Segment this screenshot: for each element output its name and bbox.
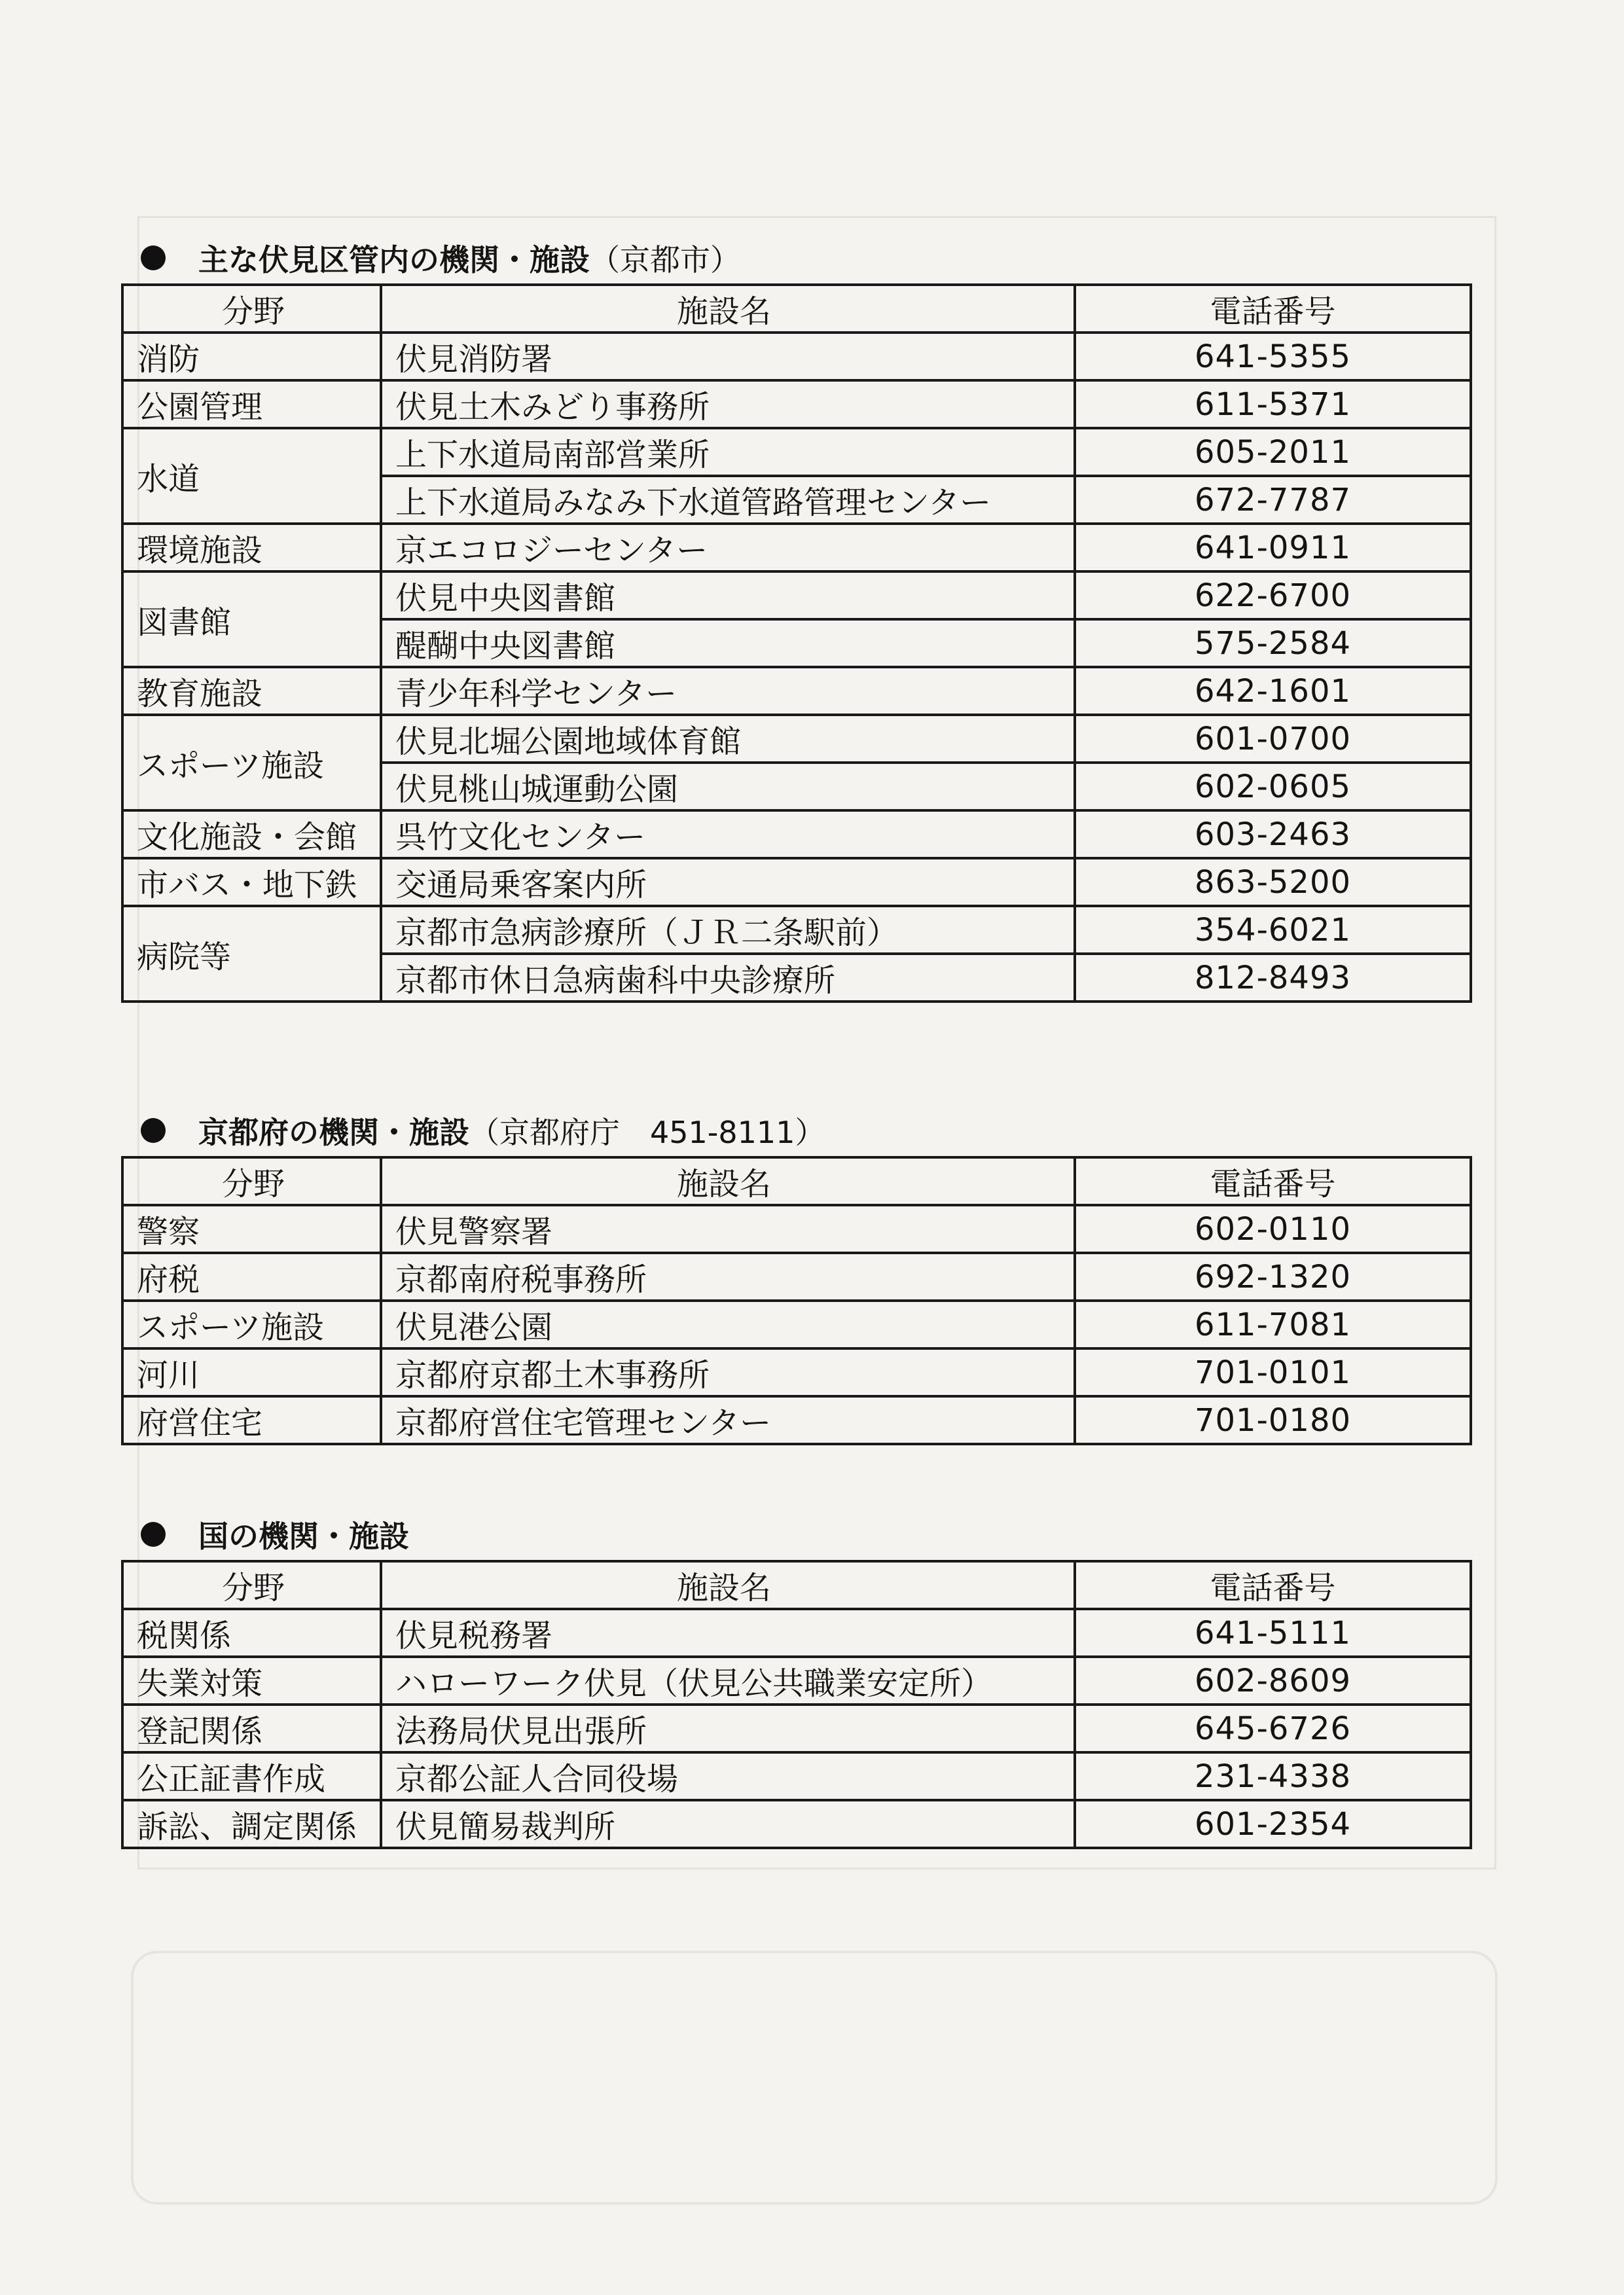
column-header-category: 分野 bbox=[122, 1561, 381, 1609]
table-row bbox=[122, 1609, 1471, 1657]
table-row bbox=[122, 1396, 1471, 1444]
table-row bbox=[122, 1253, 1471, 1301]
table-row bbox=[122, 571, 1471, 619]
column-header-category: 分野 bbox=[122, 1157, 381, 1205]
show-through-box bbox=[131, 1951, 1498, 2205]
facility-name: 上下水道局南部営業所 bbox=[381, 428, 1075, 476]
header-row bbox=[122, 285, 1471, 333]
facility-name: 伏見桃山城運動公園 bbox=[381, 763, 1075, 810]
table-row bbox=[122, 715, 1471, 763]
category-cell: 河川 bbox=[122, 1348, 381, 1396]
column-header-tel: 電話番号 bbox=[1075, 1157, 1471, 1205]
phone-number: 231-4338 bbox=[1075, 1752, 1471, 1800]
table-row bbox=[122, 1800, 1471, 1848]
table-row bbox=[122, 858, 1471, 906]
phone-number: 605-2011 bbox=[1075, 428, 1471, 476]
column-header-facility: 施設名 bbox=[381, 285, 1075, 333]
facility-name: 京エコロジーセンター bbox=[381, 524, 1075, 571]
phone-number: 622-6700 bbox=[1075, 571, 1471, 619]
table-row bbox=[122, 667, 1471, 715]
category-cell: 市バス・地下鉄 bbox=[122, 858, 381, 906]
facility-name: 京都市休日急病歯科中央診療所 bbox=[381, 954, 1075, 1002]
phone-number: 701-0101 bbox=[1075, 1348, 1471, 1396]
category-cell: 公園管理 bbox=[122, 380, 381, 428]
facility-name: 青少年科学センター bbox=[381, 667, 1075, 715]
phone-number: 354-6021 bbox=[1075, 906, 1471, 954]
phone-number: 601-2354 bbox=[1075, 1800, 1471, 1848]
category-cell: 教育施設 bbox=[122, 667, 381, 715]
facility-name: 呉竹文化センター bbox=[381, 810, 1075, 858]
category-cell: 公正証書作成 bbox=[122, 1752, 381, 1800]
phone-number: 602-0605 bbox=[1075, 763, 1471, 810]
section-title: 国の機関・施設 bbox=[198, 1519, 409, 1554]
facility-name: 京都南府税事務所 bbox=[381, 1253, 1075, 1301]
phone-number: 692-1320 bbox=[1075, 1253, 1471, 1301]
column-header-tel: 電話番号 bbox=[1075, 285, 1471, 333]
category-cell: 登記関係 bbox=[122, 1705, 381, 1752]
facility-name: 上下水道局みなみ下水道管路管理センター bbox=[381, 476, 1075, 524]
column-header-tel: 電話番号 bbox=[1075, 1561, 1471, 1609]
phone-number: 575-2584 bbox=[1075, 619, 1471, 667]
category-cell: 図書館 bbox=[122, 571, 381, 667]
category-cell: 消防 bbox=[122, 333, 381, 380]
table-row bbox=[122, 1657, 1471, 1705]
category-cell: 失業対策 bbox=[122, 1657, 381, 1705]
facility-name: 法務局伏見出張所 bbox=[381, 1705, 1075, 1752]
column-header-facility: 施設名 bbox=[381, 1561, 1075, 1609]
section-note: （京都府庁 451-8111） bbox=[469, 1115, 825, 1150]
table-row bbox=[122, 380, 1471, 428]
contact-table bbox=[121, 1156, 1472, 1445]
bullet-icon bbox=[141, 1118, 166, 1143]
facility-name: ハローワーク伏見（伏見公共職業安定所） bbox=[381, 1657, 1075, 1705]
phone-number: 602-8609 bbox=[1075, 1657, 1471, 1705]
facility-name: 伏見中央図書館 bbox=[381, 571, 1075, 619]
category-cell: 環境施設 bbox=[122, 524, 381, 571]
table-row bbox=[122, 524, 1471, 571]
table-row bbox=[122, 1348, 1471, 1396]
category-cell: スポーツ施設 bbox=[122, 1301, 381, 1348]
kyoto-city-section bbox=[121, 232, 1470, 1003]
table-row bbox=[122, 428, 1471, 476]
phone-number: 812-8493 bbox=[1075, 954, 1471, 1002]
phone-number: 642-1601 bbox=[1075, 667, 1471, 715]
phone-number: 645-6726 bbox=[1075, 1705, 1471, 1752]
phone-number: 672-7787 bbox=[1075, 476, 1471, 524]
category-cell: 訴訟、調定関係 bbox=[122, 1800, 381, 1848]
phone-number: 701-0180 bbox=[1075, 1396, 1471, 1444]
table-row bbox=[122, 810, 1471, 858]
table-row bbox=[122, 1705, 1471, 1752]
facility-name: 伏見土木みどり事務所 bbox=[381, 380, 1075, 428]
category-cell: 府営住宅 bbox=[122, 1396, 381, 1444]
phone-number: 641-5111 bbox=[1075, 1609, 1471, 1657]
contact-table bbox=[121, 283, 1472, 1003]
phone-number: 611-7081 bbox=[1075, 1301, 1471, 1348]
phone-number: 603-2463 bbox=[1075, 810, 1471, 858]
phone-number: 863-5200 bbox=[1075, 858, 1471, 906]
bullet-icon bbox=[141, 1522, 166, 1547]
header-row bbox=[122, 1561, 1471, 1609]
bullet-icon bbox=[141, 245, 166, 270]
section-title: 京都府の機関・施設 bbox=[198, 1115, 469, 1150]
category-cell: 文化施設・会館 bbox=[122, 810, 381, 858]
category-cell: スポーツ施設 bbox=[122, 715, 381, 810]
facility-name: 伏見港公園 bbox=[381, 1301, 1075, 1348]
facility-name: 伏見消防署 bbox=[381, 333, 1075, 380]
column-header-facility: 施設名 bbox=[381, 1157, 1075, 1205]
national-section bbox=[121, 1509, 1470, 1849]
phone-number: 601-0700 bbox=[1075, 715, 1471, 763]
facility-name: 伏見税務署 bbox=[381, 1609, 1075, 1657]
table-row bbox=[122, 333, 1471, 380]
section-note: （京都市） bbox=[590, 242, 740, 278]
phone-number: 611-5371 bbox=[1075, 380, 1471, 428]
facility-name: 京都公証人合同役場 bbox=[381, 1752, 1075, 1800]
table-row bbox=[122, 906, 1471, 954]
phone-number: 602-0110 bbox=[1075, 1205, 1471, 1253]
facility-name: 京都市急病診療所（ＪＲ二条駅前） bbox=[381, 906, 1075, 954]
column-header-category: 分野 bbox=[122, 285, 381, 333]
section-title: 主な伏見区管内の機関・施設 bbox=[198, 242, 590, 278]
section-heading bbox=[141, 1105, 1470, 1156]
section-heading bbox=[141, 232, 1470, 283]
contact-table bbox=[121, 1560, 1472, 1849]
facility-name: 伏見警察署 bbox=[381, 1205, 1075, 1253]
facility-name: 醍醐中央図書館 bbox=[381, 619, 1075, 667]
category-cell: 税関係 bbox=[122, 1609, 381, 1657]
category-cell: 水道 bbox=[122, 428, 381, 524]
phone-number: 641-0911 bbox=[1075, 524, 1471, 571]
category-cell: 病院等 bbox=[122, 906, 381, 1002]
facility-name: 京都府営住宅管理センター bbox=[381, 1396, 1075, 1444]
table-row bbox=[122, 1301, 1471, 1348]
facility-name: 交通局乗客案内所 bbox=[381, 858, 1075, 906]
phone-number: 641-5355 bbox=[1075, 333, 1471, 380]
facility-name: 京都府京都土木事務所 bbox=[381, 1348, 1075, 1396]
section-heading bbox=[141, 1509, 1470, 1560]
kyoto-prefecture-section bbox=[121, 1105, 1470, 1445]
header-row bbox=[122, 1157, 1471, 1205]
table-row bbox=[122, 1752, 1471, 1800]
facility-name: 伏見北堀公園地域体育館 bbox=[381, 715, 1075, 763]
table-row bbox=[122, 1205, 1471, 1253]
facility-name: 伏見簡易裁判所 bbox=[381, 1800, 1075, 1848]
category-cell: 警察 bbox=[122, 1205, 381, 1253]
category-cell: 府税 bbox=[122, 1253, 381, 1301]
